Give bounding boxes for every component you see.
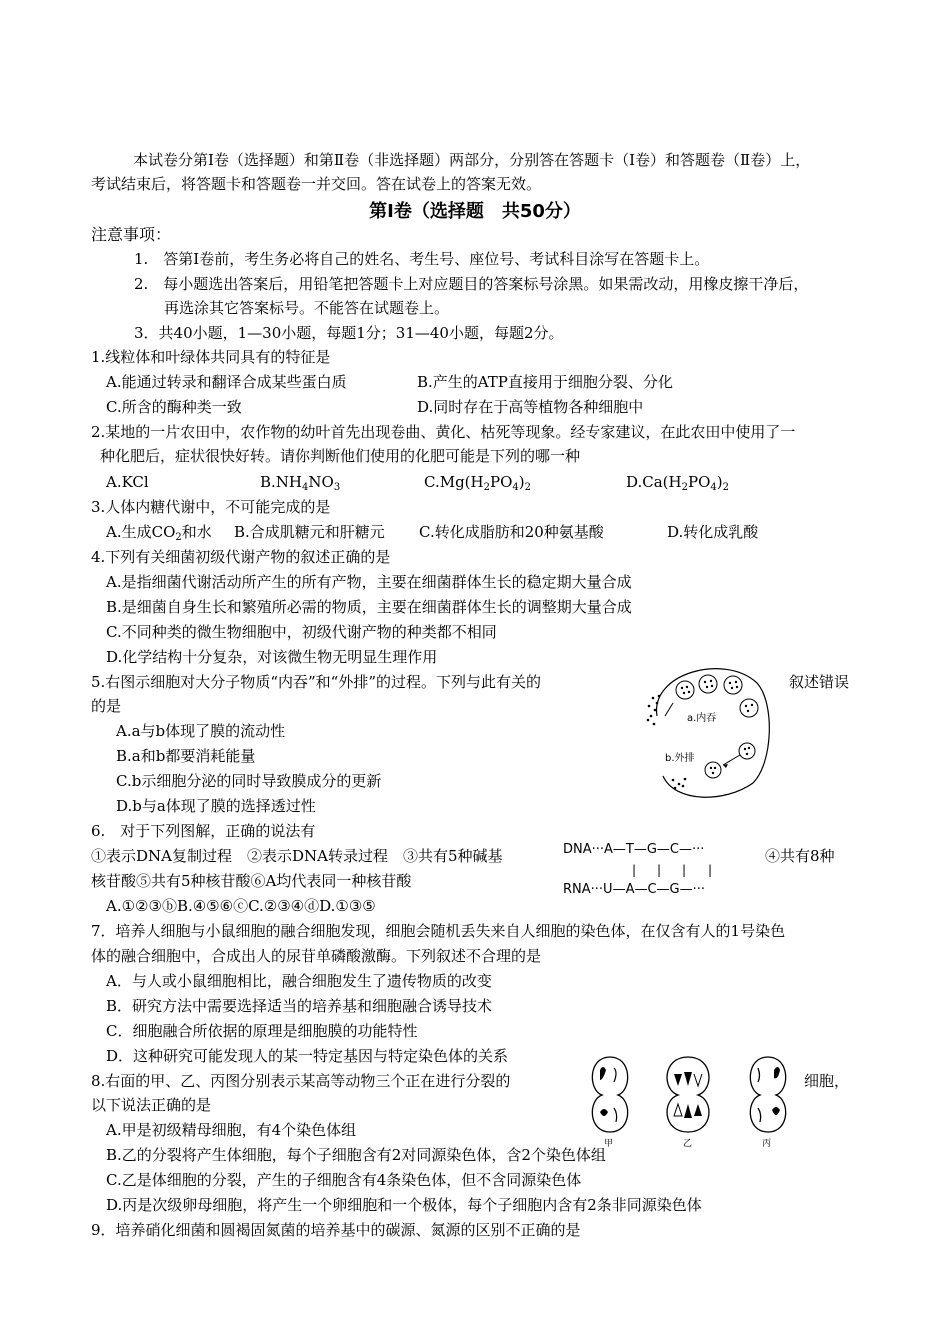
q4-option-c: C.不同种类的微生物细胞中，初级代谢产物的种类都不相同 — [106, 623, 497, 641]
q5-option-c: C.b示细胞分泌的同时导致膜成分的更新 — [116, 772, 382, 790]
q3-option-c: C.转化成脂肪和20种氨基酸 — [419, 523, 604, 541]
q7-option-a: A．与人或小鼠细胞相比，融合细胞发生了遗传物质的改变 — [106, 972, 492, 990]
q6-line-3: 核苷酸⑤共有5种核苷酸⑥A均代表同一种核苷酸 — [91, 872, 412, 890]
fig-label-b: b.外排 — [665, 753, 695, 764]
q8-stem-2: 以下说法正确的是 — [91, 1096, 212, 1114]
cell-division-figure — [580, 1052, 805, 1147]
cell-jia — [592, 1057, 627, 1147]
note-3: 3．共40小题，1—30小题，每题1分；31—40小题，每题2分。 — [134, 324, 564, 342]
cell-bing — [750, 1057, 785, 1147]
intro-line-2: 考试结束后，将答题卡和答题卷一并交回。答在试卷上的答案无效。 — [91, 175, 542, 193]
q3-stem: 3.人体内糖代谢中，不可能完成的是 — [91, 498, 331, 516]
q2-option-c: $C.Mg(H_2PO_4)_2$ — [424, 473, 531, 493]
q6-options: A.①②③ⓑB.④⑤⑥ⓒC.②③④ⓓD.①③⑤ — [106, 897, 376, 915]
q5-stem-1a: 5.右图示细胞对大分子物质“内吞”和“外排”的过程。下列与此有关的 — [91, 673, 541, 691]
q2-stem-1: 2.某地的一片农田中，农作物的幼叶首先出现卷曲、黄化、枯死等现象。经专家建议，在此农田中使用了一 — [91, 423, 796, 441]
q8-option-d: D.丙是次级卵母细胞，将产生一个卵细胞和一个极体，每个子细胞内含有2条非同源染色体 — [106, 1196, 702, 1214]
q9-stem: 9．培养硝化细菌和圆褐固氮菌的培养基中的碳源、氮源的区别不正确的是 — [91, 1221, 581, 1239]
q4-stem: 4.下列有关细菌初级代谢产物的叙述正确的是 — [91, 548, 391, 566]
note-1: 1. 答第Ⅰ卷前，考生务必将自己的姓名、考生号、座位号、考试科目涂写在答题卡上。 — [134, 250, 710, 268]
note-2a: 2. 每小题选出答案后，用铅笔把答题卡上对应题目的答案标号涂黑。如果需改动，用橡皮擦干净后， — [134, 275, 809, 293]
cell-yi — [667, 1057, 709, 1147]
q7-option-b: B．研究方法中需要选择适当的培养基和细胞融合诱导技术 — [106, 997, 493, 1015]
fig-label-a: a.内吞 — [687, 713, 717, 724]
base-pair-bar: | — [682, 863, 687, 877]
q6-line-2b: ④共有8种 — [765, 847, 835, 865]
q7-option-d: D．这种研究可能发现人的某一特定基因与特定染色体的关系 — [106, 1047, 509, 1065]
base-pair-bar: | — [708, 863, 713, 877]
q4-option-d: D.化学结构十分复杂，对该微生物无明显生理作用 — [106, 648, 438, 666]
dna-rna-diagram — [563, 842, 763, 902]
fig-label-yi: 乙 — [683, 1139, 693, 1147]
endocytosis-exocytosis-figure — [645, 658, 780, 800]
q2-stem-2: 种化肥后，症状很快好转。请你判断他们使用的化肥可能是下列的哪一种 — [100, 447, 581, 465]
q2-option-b: $B.NH_4NO_3$ — [260, 473, 341, 493]
fig-label-bing: 丙 — [762, 1139, 772, 1147]
q8-option-a: A.甲是初级精母细胞，有4个染色体组 — [106, 1121, 357, 1139]
q6-stem: 6. 对于下列图解，正确的说法有 — [91, 822, 316, 840]
base-pair-bar: | — [632, 863, 637, 877]
q1-stem: 1.线粒体和叶绿体共同具有的特征是 — [91, 348, 331, 366]
q1-option-a: A.能通过转录和翻译合成某些蛋白质 — [106, 373, 347, 391]
q7-stem-2: 体的融合细胞中，合成出人的尿苷单磷酸激酶。下列叙述不合理的是 — [91, 947, 542, 965]
q2-option-a: A.KCl — [106, 473, 149, 491]
q8-option-b: B.乙的分裂将产生体细胞，每个子细胞含有2对同源染色体，含2个染色体组 — [106, 1146, 606, 1164]
q1-option-b: B.产生的ATP直接用于细胞分裂、分化 — [417, 373, 673, 391]
q3-option-b: B.合成肌糖元和肝糖元 — [234, 523, 385, 541]
q8-option-c: C.乙是体细胞的分裂，产生的子细胞含有4条染色体，但不含同源染色体 — [106, 1171, 582, 1189]
fig-label-jia: 甲 — [604, 1139, 614, 1147]
q6-line-2a: ①表示DNA复制过程 ②表示DNA转录过程 ③共有5种碱基 — [91, 847, 503, 865]
base-pair-bar: | — [657, 863, 662, 877]
q2-option-d: $D.Ca(H_2PO_4)_2$ — [626, 473, 729, 493]
section-title: 第Ⅰ卷（选择题 共50分） — [369, 201, 581, 222]
q7-stem-1: 7．培养人细胞与小鼠细胞的融合细胞发现，细胞会随机丢失来自人细胞的染色体，在仅含有人的1号染色 — [91, 922, 786, 940]
q1-option-c: C.所含的酶种类一致 — [106, 398, 242, 416]
q5-option-b: B.a和b都要消耗能量 — [116, 747, 256, 765]
q5-stem-1b: 叙述错误 — [789, 673, 850, 691]
q8-stem-1b: 细胞， — [804, 1072, 850, 1090]
q5-stem-2: 的是 — [91, 697, 122, 715]
q7-option-c: C．细胞融合所依据的原理是细胞膜的功能特性 — [106, 1022, 418, 1040]
q5-option-d: D.b与a体现了膜的选择透过性 — [116, 797, 316, 815]
rna-strand: RNA···U—A—C—G—··· — [563, 882, 706, 897]
q3-option-a: A.生成$CO_2$和水 — [106, 523, 212, 543]
q1-option-d: D.同时存在于高等植物各种细胞中 — [417, 398, 644, 416]
intro-line-1: 本试卷分第Ⅰ卷（选择题）和第Ⅱ卷（非选择题）两部分，分别答在答题卡（Ⅰ卷）和答题卷（Ⅱ卷）上， — [133, 151, 811, 169]
q4-option-b: B.是细菌自身生长和繁殖所必需的物质，主要在细菌群体生长的调整期大量合成 — [106, 598, 632, 616]
q5-option-a: A.a与b体现了膜的流动性 — [116, 722, 286, 740]
notes-heading: 注意事项： — [91, 225, 172, 244]
q4-option-a: A.是指细菌代谢活动所产生的所有产物，主要在细菌群体生长的稳定期大量合成 — [106, 573, 632, 591]
note-2b: 再选涂其它答案标号。不能答在试题卷上。 — [164, 299, 450, 317]
dna-strand: DNA···A—T—G—C—··· — [563, 842, 705, 857]
q3-option-d: D.转化成乳酸 — [667, 523, 759, 541]
q8-stem-1a: 8.右面的甲、乙、丙图分别表示某高等动物三个正在进行分裂的 — [91, 1072, 511, 1090]
